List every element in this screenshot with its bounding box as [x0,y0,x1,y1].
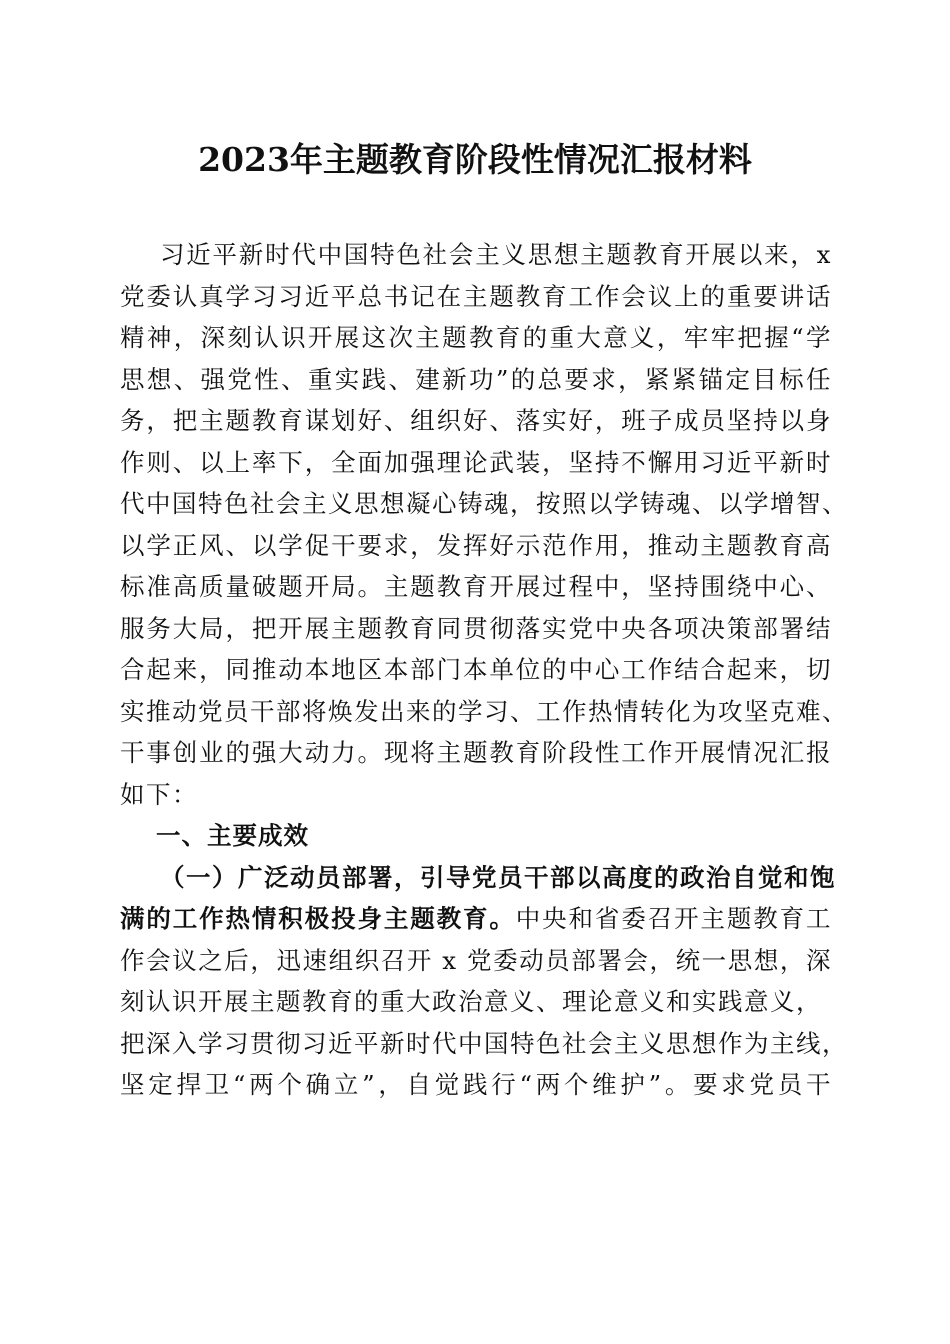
paragraph-line: 习近平新时代中国特色社会主义思想主题教育开展以来，x [160,240,832,269]
paragraph-line-mixed [120,898,832,940]
paragraph-line: 以学正风、以学促干要求，发挥好示范作用，推动主题教育高 [120,530,832,560]
subheading-tail: 满的工作热情积极投身主题教育。 [120,904,516,933]
paragraph-text: 中央和省委召开主题教育工 [515,904,833,933]
paragraph-line: 作则、以上率下，全面加强理论武装，坚持不懈用习近平新时 [120,447,832,477]
paragraph-line: 务，把主题教育谋划好、组织好、落实好，班子成员坚持以身 [120,406,832,435]
paragraph-line: 作会议之后，迅速组织召开 x 党委动员部署会，统一思想，深 [120,945,832,975]
paragraph-line: 干事创业的强大动力。现将主题教育阶段性工作开展情况汇报 [120,738,832,767]
document-body [120,234,848,1106]
paragraph-line: 代中国特色社会主义思想凝心铸魂，按照以学铸魂、以学增智、 [120,489,848,518]
paragraph-line: 服务大局，把开展主题教育同贯彻落实党中央各项决策部署结 [120,613,832,643]
paragraph-line: 刻认识开展主题教育的重大政治意义、理论意义和实践意义， [120,987,822,1016]
paragraph-line: 把深入学习贯彻习近平新时代中国特色社会主义思想作为主线， [120,1028,848,1058]
paragraph-line: 标准高质量破题开局。主题教育开展过程中，坚持围绕中心、 [120,572,832,601]
document-title: 2023年主题教育阶段性情况汇报材料 [198,140,752,179]
paragraph-line: 合起来，同推动本地区本部门本单位的中心工作结合起来，切 [120,655,832,684]
paragraph-line: 精神，深刻认识开展这次主题教育的重大意义，牢牢把握“学 [120,323,832,352]
section-heading: 一、主要成效 [156,821,309,850]
paragraph-line: 坚定捍卫“两个确立”，自觉践行“两个维护”。要求党员干 [120,1070,832,1099]
subheading-line: （一）广泛动员部署，引导党员干部以高度的政治自觉和饱 [160,862,836,892]
paragraph-line: 党委认真学习习近平总书记在主题教育工作会议上的重要讲话 [120,281,832,311]
paragraph-line: 如下： [120,779,198,809]
paragraph-line: 思想、强党性、重实践、建新功”的总要求，紧紧锚定目标任 [120,364,832,394]
paragraph-line: 实推动党员干部将焕发出来的学习、工作热情转化为攻坚克难、 [120,696,848,726]
